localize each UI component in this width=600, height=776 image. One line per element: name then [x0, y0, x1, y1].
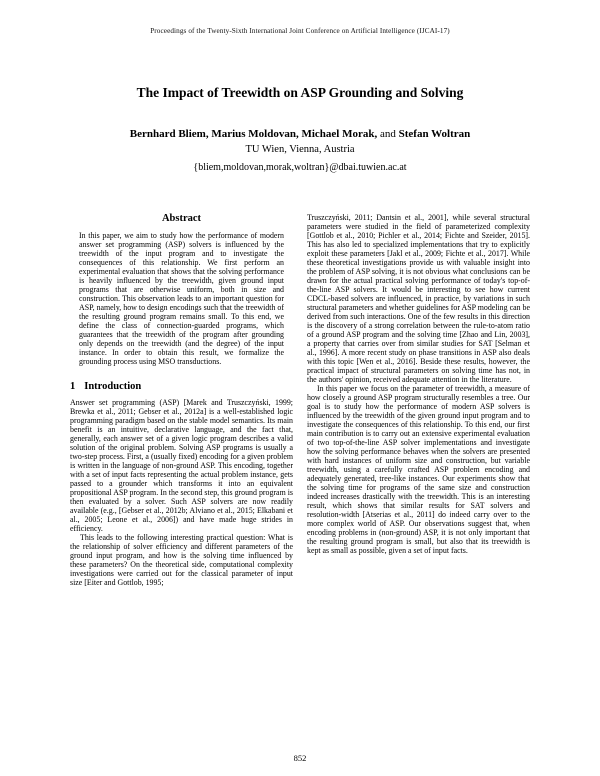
left-column: [70, 213, 293, 587]
two-column-body: [70, 213, 530, 587]
proceedings-header: Proceedings of the Twenty-Sixth International Joint Conference on Artificial Intelligence (IJCAI-17): [150, 27, 450, 35]
authors-and: and: [379, 128, 396, 140]
right-column-paragraph-1: Truszczyński, 2011; Dantsin et al., 2001], while several structural parameters were studied in the field of parameterized complexity [Gottlob et al., 2010; Pichler et al., 2014; Fichte and Szeider, 2015]. This has also led to specialized implementations that try to explicitly exploit these parameters [Jakl et al., 2009; Fichte et al., 2017]. While these theoretical investigations provide us with valuable insight into the problem of ASP solving, it is not obvious what conclusions can be drawn for the actual practical solving performance of today's top-of-the-line ASP solvers. It would be interesting to see how current CDCL-based solvers are influenced, in practice, by variations in such structural parameters and whether guidelines for ASP modeling can be derived from such interactions. One of the few results in this direction is the discovery of a strong correlation between the rule-to-atom ratio of a ground ASP program and the solving time [Zhao and Lin, 2003], a property that carries over from similar studies for SAT [Selman et al., 1996]. A more recent study on phase transitions in ASP also deals with this topic [Wen et al., 2016]. Beside these results, however, the practical impact of structural parameters on solving time has not, in the authors' opinion, received adequate attention in the literature.: [307, 213, 530, 384]
introduction-paragraph-1: Answer set programming (ASP) [Marek and Truszczyński, 1999; Brewka et al., 2011; Gebser et al., 2012a] is a well-established logic programming paradigm based on the stable model semantics. Its main benefit is an intuitive, declarative language, and the fact that, generally, each answer set of a given logic program describes a valid solution of the original problem. Solving ASP programs is usually a two-step process. First, a (usually fixed) encoding for a given problem is written in the language of non-ground ASP. This encoding, together with a set of input facts representing the actual problem instance, gets passed to a grounder which transforms it into an equivalent propositional ASP program. In the second step, this ground program is then evaluated by a solver. Such ASP solvers are now readily available (e.g., [Gebser et al., 2012b; Alviano et al., 2015; Elkabani et al., 2005; Leone et al., 2006]) and have made huge strides in efficiency.: [70, 398, 293, 533]
section-number: 1: [70, 381, 76, 392]
email-line: {bliem,moldovan,morak,woltran}@dbai.tuwien.ac.at: [193, 162, 407, 173]
page-number: 852: [293, 753, 307, 763]
right-column: [307, 213, 530, 587]
introduction-paragraph-2: This leads to the following interesting practical question: What is the relationship of solver efficiency and different parameters of the ground input program, and how is the solving time influenced by these parameters? On the theoretical side, computational complexity investigations were carried out for the classical parameter of input size [Eiter and Gottlob, 1995;: [70, 533, 293, 587]
section-title: Introduction: [84, 381, 142, 392]
authors-names-last: Stefan Woltran: [398, 128, 471, 140]
paper-title: The Impact of Treewidth on ASP Grounding and Solving: [136, 85, 464, 100]
abstract-text: In this paper, we aim to study how the performance of modern answer set programming (ASP) solvers is influenced by the treewidth of the input program and to investigate the consequences of this relationship. We first perform an experimental evaluation that shows that the solving performance is heavily influenced by the treewidth, given ground input programs that are otherwise uniform, both in size and construction. This observation leads to an important question for ASP, namely, how to design encodings such that the treewidth of the resulting ground program remains small. To this end, we define the class of connection-guarded programs, which guarantees that the treewidth of the program after grounding only depends on the treewidth (and the degree) of the input instance. In order to obtain this result, we formalize the grounding process using MSO transductions.: [79, 231, 284, 366]
affiliation: TU Wien, Vienna, Austria: [245, 144, 355, 155]
authors-names-first: Bernhard Bliem, Marius Moldovan, Michael Morak,: [129, 128, 378, 140]
right-column-paragraph-2: In this paper we focus on the parameter of treewidth, a measure of how closely a ground ASP program structurally resembles a tree. Our goal is to study how the performance of modern ASP solvers is influenced by the treewidth of the given ground input program and to investigate the consequences of this relationship. To this end, our first main contribution is to carry out an extensive experimental evaluation of two top-of-the-line ASP solver implementations and investigate how the solving performance behaves when the solvers are presented with hard instances of uniform size and construction, but variable treewidth, using a carefully crafted ASP problem encoding and adequately generated, tree-like instances. Our experiments show that the solving time for programs of the same size and construction indeed increases drastically with the treewidth. This is an interesting result, which shows that similar results for SAT solvers and resolution-width [Atserias et al., 2011] do indeed carry over to the more complex world of ASP. Our observations suggest that, when encoding problems in (non-ground) ASP, it is not only important that the resulting ground program is small, but also that its treewidth is kept as small as possible, given a set of input facts.: [307, 384, 530, 555]
section-heading-introduction: [70, 381, 293, 392]
authors-line: [70, 128, 530, 140]
abstract-heading: Abstract: [161, 213, 202, 224]
